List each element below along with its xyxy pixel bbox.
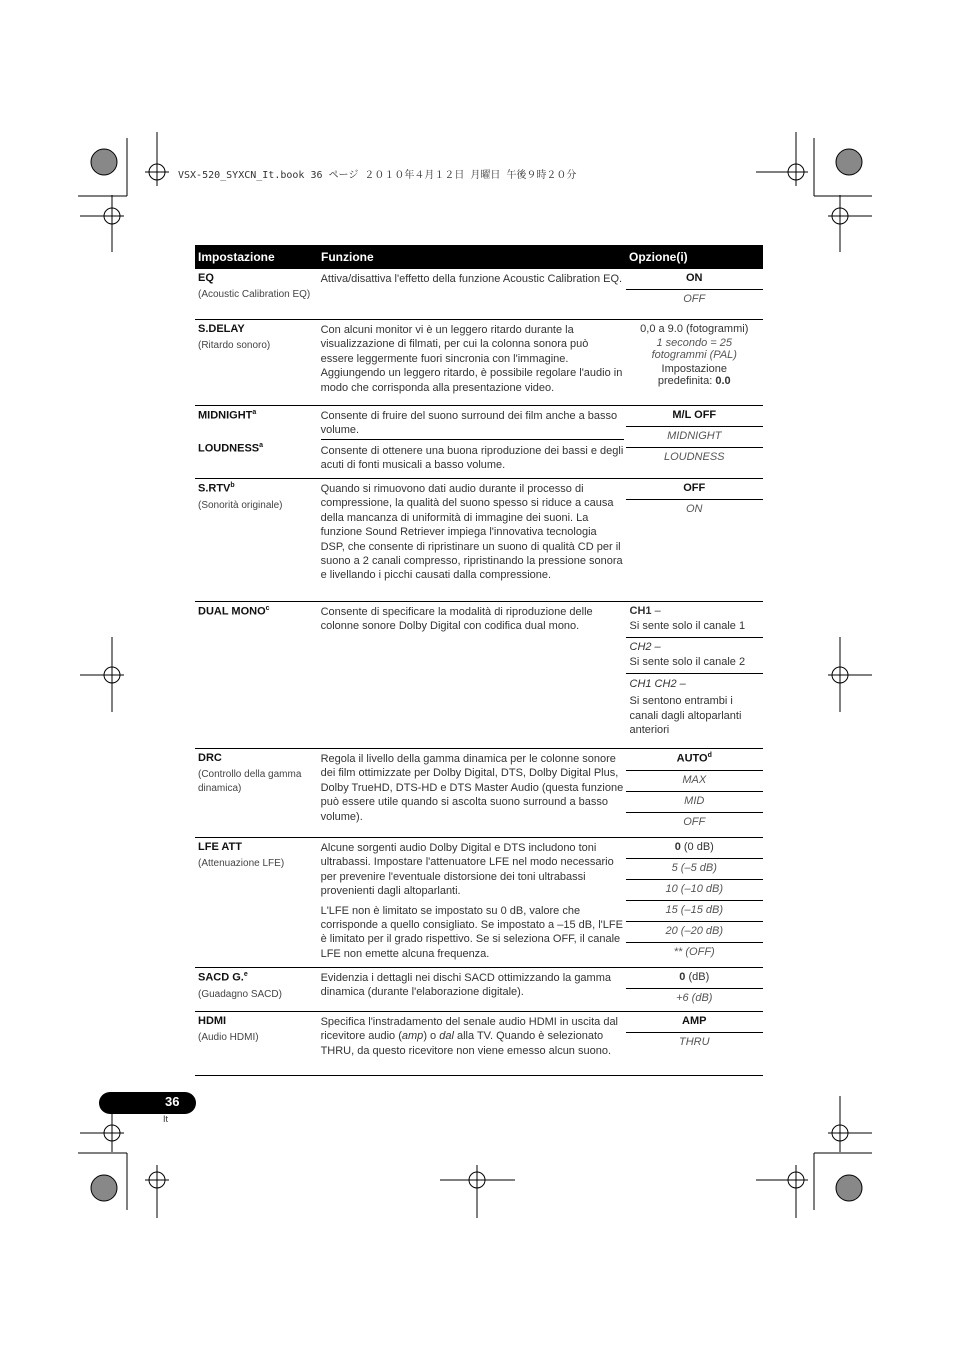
- setting-subtitle: (Attenuazione LFE): [198, 858, 285, 869]
- setting-name: DRC: [198, 752, 222, 764]
- option: M/L OFF: [672, 409, 717, 421]
- setting-name: DUAL MONO$^c$: [198, 605, 270, 618]
- setting-subtitle: (Sonorità originale): [198, 499, 283, 511]
- option: THRU: [626, 1032, 764, 1053]
- table-row: [195, 838, 763, 968]
- function-desc: Specifica l'instradamento del senale audio HDMI in uscita dal ricevitore audio (amp) o dal alla TV. Quando è selezionato THRU, da questo ricevitore non viene emesso alcun suono.: [320, 1016, 619, 1057]
- option: LOUDNESS: [626, 447, 764, 468]
- settings-table: [195, 245, 763, 1076]
- setting-name: S.DELAY: [198, 323, 245, 335]
- table-row: [195, 749, 763, 838]
- function-desc: Consente di fruire del suono surround dei film anche a basso volume.: [321, 409, 624, 440]
- setting-subtitle: (Guadagno SACD): [198, 988, 282, 1000]
- table-row: [195, 602, 763, 749]
- function-desc: Consente di specificare la modalità di riproduzione delle colonne sonore Dolby Digital con codifica dual mono.: [320, 606, 593, 633]
- option: ON: [626, 499, 764, 520]
- default-label: Impostazione predefinita:: [657, 363, 727, 387]
- setting-name: HDMI: [198, 1015, 227, 1027]
- setting-subtitle: (Audio HDMI): [198, 1032, 259, 1043]
- function-desc: Attiva/disattiva l'effetto della funzione Acoustic Calibration EQ.: [320, 273, 623, 285]
- col-header-options: Opzione(i): [629, 250, 688, 264]
- option: 15 (–15 dB): [626, 900, 764, 921]
- function-desc: Evidenzia i dettagli nei dischi SACD ottimizzando la gamma dinamica (durante l'elaborazione digitale).: [320, 972, 611, 999]
- function-desc: Regola il livello della gamma dinamica per le colonne sonore dei film ottimizzate per Dolby Digital, DTS, Dolby Digital Plus, Dolby TrueHD, DTS-HD e DTS Master Audio (questa funzione può essere utile quando si ascolta suono surround a basso volume).: [320, 753, 624, 823]
- option: AUTO$^d$: [676, 752, 712, 765]
- page-number-badge: [99, 1092, 196, 1114]
- function-desc: Quando si rimuovono dati audio durante il processo di compressione, la qualità del suono spesso si riduce a causa della mancanza di uniformità di immagine dei suoni. La funzione Sound Retriever impiega l'innovativa tecnologia DSP, che consente di ripristinare un suono di qualità CD per il suono a 2 canali compresso, ripristinando la pressione sonora e livellando i picchi causati dalla compressione.: [320, 483, 623, 582]
- table-row: [195, 968, 763, 1012]
- option: CH1 – Si sente solo il canale 1: [629, 605, 746, 632]
- option: 0 (dB): [679, 971, 710, 983]
- option: 20 (–20 dB): [626, 921, 764, 942]
- table-row: [195, 1012, 763, 1076]
- option: ON: [686, 272, 703, 284]
- setting-name: S.RTV$^b$: [198, 482, 235, 495]
- table-header: [195, 245, 763, 269]
- option-range: 0,0 a 9.0 (fotogrammi): [640, 323, 749, 335]
- setting-name: SACD G.$^e$: [198, 971, 248, 984]
- option: CH1 CH2 – Si sentono entrambi i canali dagli altoparlanti anteriori: [626, 673, 764, 743]
- setting-subtitle: (Ritardo sonoro): [198, 340, 271, 351]
- function-desc: Alcune sorgenti audio Dolby Digital e DTS includono toni ultrabassi. Impostare l'attenuatore LFE nel modo necessario per prevenire l'eventuale distorsione dei toni ultrabassi provenienti dagli altoparlanti. L'LFE non è limitato se impostato su 0 dB, valore che corrisponde a quello consigliato. Se impostato a –15 dB, l'LFE è limitato per il grado rispettivo. Se si seleziona OFF, il canale LFE non emette alcuna frequenza.: [320, 842, 623, 960]
- function-desc: Con alcuni monitor vi è un leggero ritardo durante la visualizzazione di filmati, per cui la colonna sonora può essere leggermente fuori sincronia con l'immagine. Aggiungendo un leggero ritardo, è possibile regolare l'audio in modo che corrisponda alla presentazione video.: [320, 324, 623, 394]
- option-note: 1 secondo = 25 fotogrammi (PAL): [651, 337, 737, 361]
- option: OFF: [683, 482, 706, 494]
- setting-name: LFE ATT: [198, 841, 242, 853]
- option: OFF: [626, 812, 764, 833]
- option: MID: [626, 791, 764, 812]
- col-header-setting: Impostazione: [198, 250, 275, 264]
- option: MIDNIGHT: [626, 426, 764, 447]
- option: 0 (0 dB): [674, 841, 714, 853]
- table-row: [195, 406, 763, 479]
- setting-subtitle: (Acoustic Calibration EQ): [198, 289, 311, 300]
- option: OFF: [626, 289, 764, 310]
- table-row: [195, 479, 763, 602]
- default-value: 0.0: [715, 375, 731, 387]
- function-desc: Consente di ottenere una buona riproduzione dei bassi e degli acuti di fonti musicali a basso volume.: [320, 445, 624, 472]
- setting-name: EQ: [198, 272, 214, 284]
- option: 5 (–5 dB): [626, 858, 764, 879]
- col-header-function: Funzione: [321, 250, 374, 264]
- option: +6 (dB): [626, 988, 764, 1009]
- setting-subtitle: (Controllo della gamma dinamica): [198, 769, 302, 794]
- option: CH2 – Si sente solo il canale 2: [626, 637, 764, 673]
- language-code: It: [163, 1114, 169, 1124]
- setting-name: LOUDNESS$^a$: [198, 441, 264, 455]
- table-row: [195, 320, 763, 406]
- table-row: [195, 269, 763, 320]
- option: MAX: [626, 770, 764, 791]
- page-number: 36: [165, 1094, 180, 1109]
- option-default: [626, 363, 764, 387]
- file-info-line: VSX-520_SYXCN_It.book 36 ページ ２０１０年４月１２日 月曜日 午後９時２０分: [178, 170, 577, 181]
- option: AMP: [682, 1015, 707, 1027]
- option: ** (OFF): [626, 942, 764, 963]
- option: 10 (–10 dB): [626, 879, 764, 900]
- setting-name: MIDNIGHT$^a$: [198, 409, 257, 422]
